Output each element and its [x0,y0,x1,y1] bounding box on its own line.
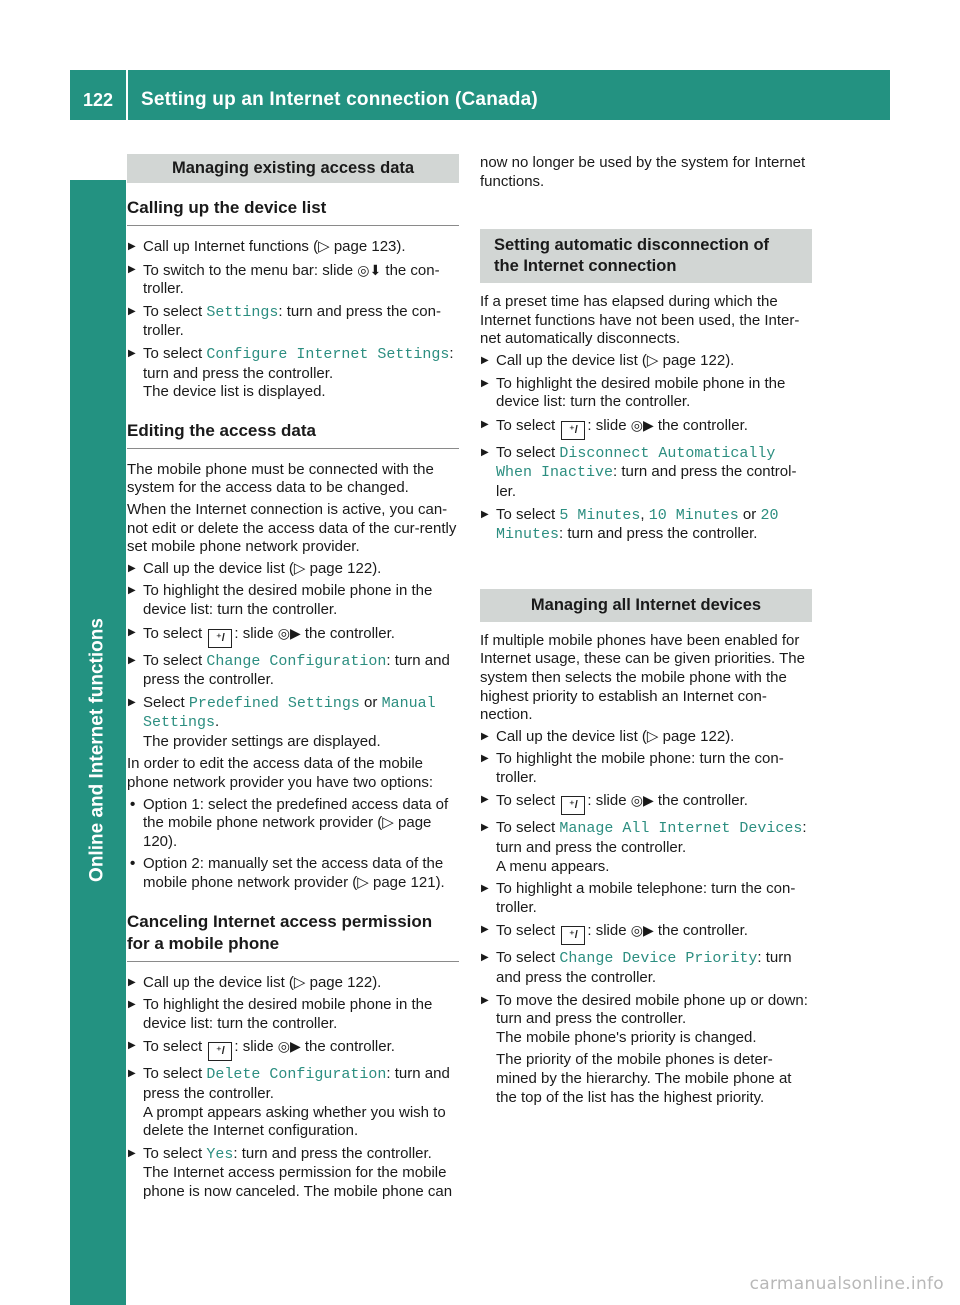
action-arrow-icon: ▶ [128,696,136,708]
list-item: ▶ To select Configure Internet Settings: turn and press the controller. The device list is displayed. [128,344,454,401]
controller-slide-right-icon: ◎▶ [630,416,654,433]
menu-item-5-minutes: 5 Minutes [559,506,641,524]
section-box-auto-disconnect [480,229,812,283]
list-item: • Option 2: manually set the access data of the mobile phone network provider (▷ page 121). [130,855,445,892]
left-column [127,154,459,1206]
page-reference-link[interactable]: page 122). [662,727,735,745]
menu-item-20: 20 [760,506,779,524]
chapter-label: Online and Internet functions [86,618,108,882]
page-reference-link[interactable]: page 120). [143,814,432,850]
action-arrow-icon: ▶ [481,508,489,520]
list-item: ▶ To move the desired mobile phone up or down: turn and press the controller. The mobile phone's priority is changed. The priority of the mobile phones is deter-mined by the hierarchy. The mobile phone at the top of the list has the highest priority. [480,992,812,1108]
page-reference-link[interactable]: page 123). [333,238,406,255]
list-item: ▶ To highlight the desired mobile phone in the device list: turn the controller. [128,996,433,1032]
page-reference-link[interactable]: page 122). [662,351,735,369]
page-title: Setting up an Internet connection (Canada) [141,89,538,110]
menu-item-configure-internet-settings: Configure Internet Settings [206,345,450,363]
action-arrow-icon: ▶ [128,976,136,988]
list-item: ▶ To select ⁺/ : slide ◎▶ the controller. [127,624,459,648]
list-item: ▶ To highlight the desired mobile phone in the device list: turn the controller. [128,582,433,618]
action-arrow-icon: ▶ [481,446,489,458]
heading-editing-access-data: Editing the access data [127,420,459,449]
menu-item-yes: Yes [206,1145,234,1163]
page-ref-icon: ▷ [293,559,306,577]
action-arrow-icon: ▶ [128,626,136,638]
section-box-managing-access-data [127,154,459,183]
paragraph: When the Internet connection is active, you can-not edit or delete the access data of the cur-rently set mobile phone network provider. [127,500,457,556]
menu-item-change-device-priority: Change Device Priority [559,950,758,968]
list-item: ▶ To select Settings: turn and press the con-troller. [128,302,441,340]
action-arrow-icon: ▶ [128,1040,136,1052]
page-ref-icon: ▷ [318,238,330,255]
action-arrow-icon: ▶ [481,952,489,964]
action-arrow-icon: ▶ [481,730,489,742]
page-number: 122 [70,70,128,120]
list-item: • Option 1: select the predefined access data of the mobile phone network provider (▷ page 120). [130,795,449,850]
list-item: ▶ Select Predefined Settings or Manual Settings. The provider settings are displayed. [128,693,436,750]
action-arrow-icon: ▶ [128,999,136,1011]
page-reference-link[interactable]: page 122). [309,559,382,577]
action-arrow-icon: ▶ [128,562,136,574]
menu-bar-key-icon: ⁺/ [561,796,585,815]
page-reference-link[interactable]: page 122). [309,973,382,991]
action-arrow-icon: ▶ [128,305,136,317]
controller-slide-right-icon: ◎▶ [277,624,301,641]
action-arrow-icon: ▶ [128,347,136,359]
menu-item-settings: Settings [143,714,216,732]
list-item: ▶ Call up the device list (▷ page 122). [481,351,735,369]
watermark: carmanualsonline.info [749,1274,944,1295]
action-arrow-icon: ▶ [128,654,136,666]
menu-bar-key-icon: ⁺/ [208,629,232,648]
page-ref-icon: ▷ [646,727,659,745]
list-item: ▶ Call up the device list (▷ page 122). [128,559,382,577]
paragraph: If multiple mobile phones have been enabled for Internet usage, these can be given priorities. The system then selects the mobile phone with the highest priority to establish an Internet con-nection. [480,631,805,724]
action-arrow-icon: ▶ [481,418,489,430]
paragraph: now no longer be used by the system for Internet functions. [480,154,806,190]
list-item: ▶ To select 5 Minutes, 10 Minutes or 20 Minutes: turn and press the controller. [481,505,779,544]
action-arrow-icon: ▶ [128,585,136,597]
page-reference-link[interactable]: page 121). [373,874,445,892]
menu-item-predefined-settings: Predefined Settings [188,694,360,712]
action-arrow-icon: ▶ [481,354,489,366]
list-item: ▶ To select Disconnect Automatically When Inactive: turn and press the control-ler. [481,443,797,500]
action-arrow-icon: ▶ [128,241,136,252]
action-arrow-icon: ▶ [481,377,489,389]
page-ref-icon: ▷ [382,814,394,832]
right-column [480,154,812,1111]
controller-slide-right-icon: ◎▶ [630,792,654,809]
page-ref-icon: ▷ [293,973,306,991]
list-item: ▶ To select Delete Configuration: turn and press the controller. A prompt appears asking whether you wish to delete the Internet configuration. [128,1065,450,1140]
list-item: ▶ To highlight a mobile telephone: turn the con-troller. [481,880,796,916]
action-arrow-icon: ▶ [481,883,489,895]
action-arrow-icon: ▶ [481,822,489,834]
menu-item-when-inactive: When Inactive [496,464,614,482]
action-arrow-icon: ▶ [128,1147,136,1159]
action-arrow-icon: ▶ [128,1068,136,1080]
list-item: ▶ Call up the device list (▷ page 122). [128,973,382,991]
controller-slide-down-icon: ◎⬇ [357,261,382,278]
menu-item-disconnect-automatically: Disconnect Automatically [559,444,776,462]
menu-item-manage-all-internet-devices: Manage All Internet Devices [559,820,803,838]
heading-calling-device-list: Calling up the device list [127,197,459,226]
list-item: ▶ To highlight the desired mobile phone in the device list: turn the controller. [481,374,786,411]
menu-item-manual: Manual [381,694,436,712]
menu-item-change-configuration: Change Configuration [206,652,387,670]
controller-slide-right-icon: ◎▶ [277,1038,301,1055]
menu-item-minutes: Minutes [496,526,560,544]
action-arrow-icon: ▶ [128,263,136,275]
menu-item-delete-configuration: Delete Configuration [206,1066,387,1084]
list-item: ▶ Call up the device list (▷ page 122). [481,727,735,745]
paragraph: In order to edit the access data of the mobile phone network provider you have two options: [127,755,434,792]
action-arrow-icon: ▶ [481,794,489,806]
section-box-title: Setting automatic disconnection of the Internet connection [494,236,770,276]
list-item: ▶ To select ⁺/ : slide ◎▶ the controller. [480,791,812,815]
list-item: ▶ To select ⁺/ : slide ◎▶ the controller. [480,416,812,440]
list-item: ▶ To select Yes: turn and press the controller. The Internet access permission for the mobile phone is now canceled. The mobile phone can [128,1144,453,1200]
action-arrow-icon: ▶ [481,994,489,1006]
page-header [70,70,890,120]
list-item: ▶ To highlight the mobile phone: turn the con-troller. [481,750,784,786]
list-item: ▶ To select Change Device Priority: turn and press the controller. [481,949,792,987]
paragraph: The mobile phone must be connected with the system for the access data to be changed. [127,460,434,497]
menu-item-10-minutes: 10 Minutes [648,506,739,524]
action-arrow-icon: ▶ [481,753,489,765]
list-item: ▶ To select Manage All Internet Devices: turn and press the controller. A menu appears. [481,819,807,875]
section-box-manage-all-devices [480,589,812,622]
bullet-mark: • [130,855,136,873]
list-item: ▶ To select Change Configuration: turn and press the controller. [128,651,450,689]
bullet-mark: • [130,795,136,813]
menu-bar-key-icon: ⁺/ [561,926,585,945]
list-item: ▶ Call up Internet functions (▷ page 123). [128,238,406,255]
page-ref-icon: ▷ [357,874,369,892]
menu-item-settings: Settings [206,303,279,321]
action-arrow-icon: ▶ [481,924,489,936]
section-box-title: Managing existing access data [171,159,415,177]
page-ref-icon: ▷ [646,351,659,369]
heading-canceling-access: Canceling Internet access permission for a mobile phone [127,911,459,962]
menu-bar-key-icon: ⁺/ [561,421,585,440]
paragraph: The priority of the mobile phones is deter-mined by the hierarchy. The mobile phone at the top of the list has the highest priority. [496,1051,792,1106]
list-item: ▶ To select ⁺/ : slide ◎▶ the controller. [127,1037,459,1061]
menu-bar-key-icon: ⁺/ [208,1042,232,1061]
paragraph: If a preset time has elapsed during which the Internet functions have not been used, the Inter-net automatically disconnects. [480,293,800,348]
controller-slide-right-icon: ◎▶ [630,922,654,939]
list-item: ▶ To switch to the menu bar: slide ◎⬇ the con-troller. [128,261,440,298]
section-box-title: Managing all Internet devices [530,595,762,614]
list-item: ▶ To select ⁺/ : slide ◎▶ the controller. [480,921,812,945]
